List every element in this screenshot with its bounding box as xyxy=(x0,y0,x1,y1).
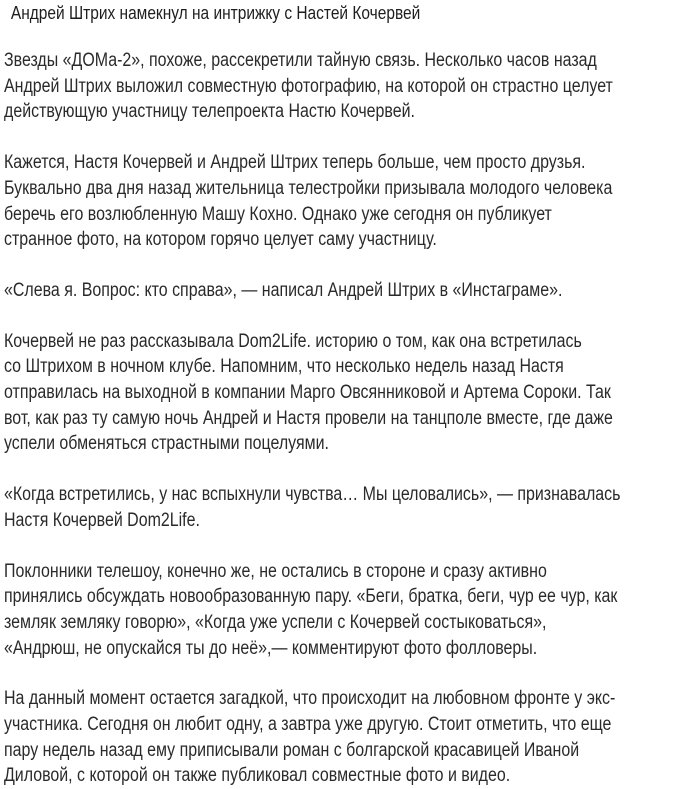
paragraph-line: принялись обсуждать новообразованную пару. «Беги, братка, беги, чур ее чур, как xyxy=(4,586,618,608)
paragraph-5-quote xyxy=(4,482,621,533)
paragraph-line: Буквально два дня назад жительница телестройки призывала молодого человека xyxy=(4,177,613,199)
paragraph-line: Кочервей не раз рассказывала Dom2Life. историю о том, как она встретилась xyxy=(4,330,582,352)
paragraph-gap xyxy=(4,534,699,559)
paragraph-line: отправилась на выходной в компании Марго Овсянниковой и Артема Сороки. Так xyxy=(4,382,611,404)
paragraph-line: Поклонники телешоу, конечно же, не остались в стороне и сразу активно xyxy=(4,560,547,582)
paragraph-line: Кажется, Настя Кочервей и Андрей Штрих теперь больше, чем просто друзья. xyxy=(4,152,586,174)
paragraph-line: беречь его возлюбленную Машу Кохно. Однако уже сегодня он публикует xyxy=(4,203,552,225)
paragraph-line: «Андрюш, не опускайся ты до неё»,— комментируют фото фолловеры. xyxy=(4,637,538,659)
paragraph-gap xyxy=(4,457,699,482)
paragraph-line: «Слева я. Вопрос: кто справа», — написал Андрей Штрих в «Инстаграме». xyxy=(4,279,563,301)
paragraph-gap xyxy=(4,253,699,278)
paragraph-line: Диловой, с которой он также публиковал совместные фото и видео. xyxy=(4,765,511,787)
paragraph-line: действующую участницу телепроекта Настю Кочервей. xyxy=(4,101,415,123)
paragraph-6 xyxy=(4,559,618,662)
paragraph-line: пару недель назад ему приписывали роман с болгарской красавицей Иваной xyxy=(4,739,580,761)
paragraph-line: со Штрихом в ночном клубе. Напомним, что несколько недель назад Настя xyxy=(4,356,564,378)
paragraph-line: участника. Сегодня он любит одну, а завтра уже другую. Стоит отметить, что еще xyxy=(4,714,612,736)
paragraph-line: Настя Кочервей Dom2Life. xyxy=(4,509,200,531)
paragraph-gap xyxy=(4,304,699,329)
article-title: Андрей Штрих намекнул на интрижку с Настей Кочервей xyxy=(10,3,421,23)
paragraph-gap xyxy=(4,661,699,686)
paragraph-line: вот, как раз ту самую ночь Андрей и Настя провели на танцполе вместе, где даже xyxy=(4,407,613,429)
paragraph-line: «Когда встретились, у нас вспыхнули чувства… Мы целовались», — признавалась xyxy=(4,484,621,506)
paragraph-line: земляк земляку говорю», «Когда уже успели с Кочервей состыковаться», xyxy=(4,611,547,633)
paragraph-1 xyxy=(4,48,613,125)
paragraph-line: Андрей Штрих выложил совместную фотографию, на которой он страстно целует xyxy=(4,75,613,97)
paragraph-2 xyxy=(4,150,613,253)
paragraph-4 xyxy=(4,329,613,458)
paragraph-3-quote xyxy=(4,278,588,304)
paragraph-line: На данный момент остается загадкой, что происходит на любовном фронте у экс- xyxy=(4,688,616,710)
paragraph-line: странное фото, на котором горячо целует саму участницу. xyxy=(4,229,437,251)
paragraph-7 xyxy=(4,686,616,789)
paragraph-line: успели обменяться страстными поцелуями. xyxy=(4,433,329,455)
paragraph-line: Звезды «ДОМа-2», похоже, рассекретили тайную связь. Несколько часов назад xyxy=(4,50,597,71)
paragraph-gap xyxy=(4,125,699,150)
